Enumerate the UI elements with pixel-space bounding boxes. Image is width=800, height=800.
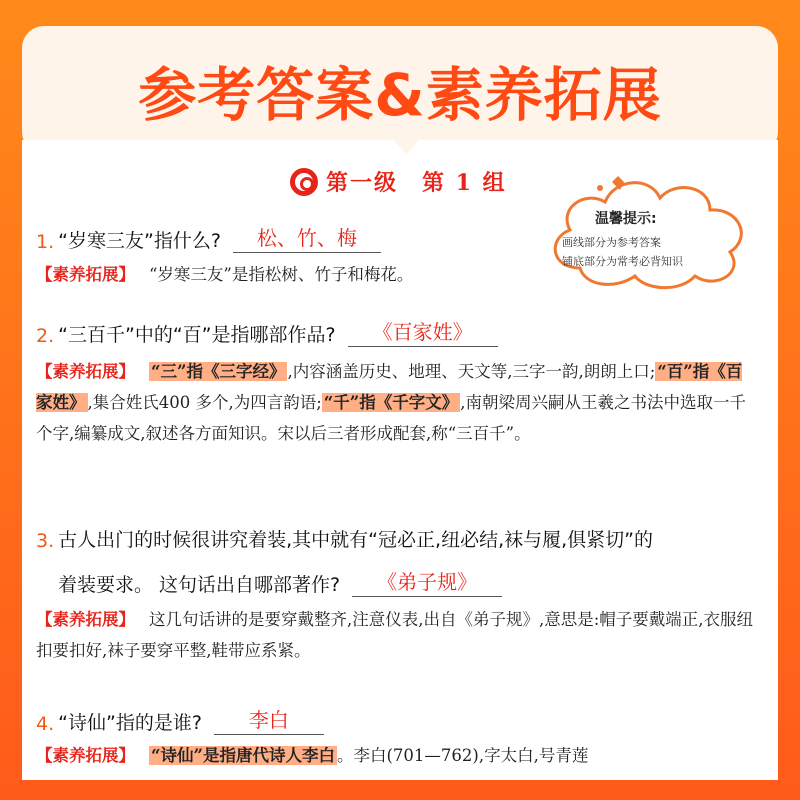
extension-3 bbox=[36, 604, 756, 666]
question-number: 2. bbox=[36, 325, 55, 347]
extension-1 bbox=[36, 259, 756, 290]
extension-2 bbox=[36, 356, 756, 449]
question-3-line-1 bbox=[36, 525, 653, 552]
extension-text: ,集合姓氏400 多个,为四言韵语; bbox=[87, 393, 322, 412]
question-text: “诗仙”指的是谁? bbox=[58, 712, 202, 734]
question-text: “岁寒三友”指什么? bbox=[58, 230, 221, 252]
question-text: “三百千”中的“百”是指哪部作品? bbox=[58, 324, 336, 346]
question-text: 古人出门的时候很讲究着装,其中就有“冠必正,纽必结,袜与履,俱紧切”的 bbox=[58, 529, 653, 551]
extension-text: “岁寒三友”是指松树、竹子和梅花。 bbox=[149, 265, 414, 284]
extension-text: 。李白(701—762),字太白,号青莲 bbox=[336, 746, 589, 765]
header-notch bbox=[380, 126, 432, 154]
extension-tag: 【素养拓展】 bbox=[36, 362, 135, 381]
extension-tag: 【素养拓展】 bbox=[36, 746, 135, 765]
extension-tag: 【素养拓展】 bbox=[36, 610, 135, 629]
extension-text: ,内容涵盖历史、地理、天文等,三字一韵,朗朗上口; bbox=[287, 362, 656, 381]
tip-line-1: 画线部分为参考答案 bbox=[562, 236, 661, 249]
question-2 bbox=[36, 316, 498, 347]
highlight-text: “三”指《三字经》 bbox=[151, 362, 286, 381]
tip-title: 温馨提示: bbox=[595, 211, 657, 227]
tip-line-2: 铺底部分为常考必背知识 bbox=[562, 255, 683, 268]
page-title: 参考答案&素养拓展 bbox=[138, 61, 662, 129]
extension-4 bbox=[36, 740, 756, 771]
swirl-logo-icon bbox=[290, 168, 318, 196]
answer-line: 松、竹、梅 bbox=[233, 222, 381, 253]
answer-line: 李白 bbox=[214, 704, 324, 735]
answer-line: 《百家姓》 bbox=[348, 316, 498, 347]
question-text: 着装要求。 这句话出自哪部著作? bbox=[58, 574, 341, 596]
question-number: 3. bbox=[36, 530, 55, 552]
question-3-line-2 bbox=[58, 566, 502, 597]
question-4 bbox=[36, 704, 324, 735]
section-heading bbox=[290, 166, 507, 197]
section-title: 第一级 第 1 组 bbox=[326, 170, 507, 196]
extension-tag: 【素养拓展】 bbox=[36, 265, 135, 284]
highlight-text: “诗仙”是指唐代诗人李白 bbox=[151, 746, 335, 765]
highlight-text: “百”指《百家姓》 bbox=[36, 362, 743, 412]
answer-line: 《弟子规》 bbox=[352, 566, 502, 597]
extension-text: 这几句话讲的是要穿戴整齐,注意仪表,出自《弟子规》,意思是:帽子要戴端正,衣服纽扣要扣好,袜子要穿平整,鞋带应系紧。 bbox=[36, 610, 754, 660]
question-number: 1. bbox=[36, 231, 55, 253]
question-number: 4. bbox=[36, 713, 55, 735]
question-1 bbox=[36, 222, 381, 253]
highlight-text: “千”指《千字文》 bbox=[323, 393, 459, 412]
extension-text: ,南朝梁周兴嗣从王羲之书法中选取一千个字,编纂成文,叙述各方面知识。宋以后三者形成配套,称“三百千”。 bbox=[36, 393, 747, 443]
